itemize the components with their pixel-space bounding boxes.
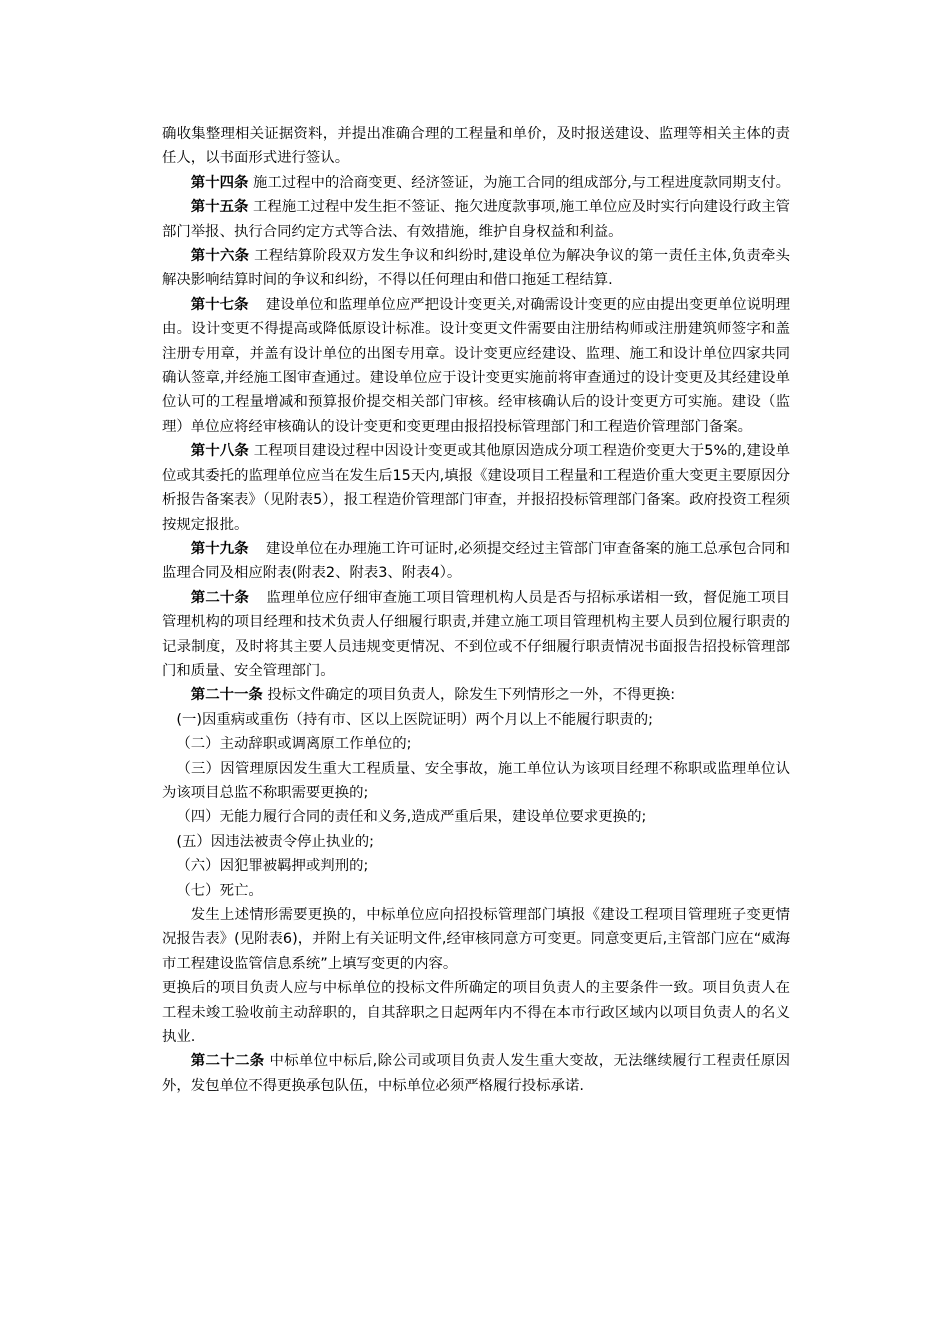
article-text: 工程结算阶段双方发生争议和纠纷时,建设单位为解决争议的第一责任主体,负责牵头解决影响结算时间的争议和纠纷，不得以任何理由和借口拖延工程结算. (162, 248, 790, 289)
article-22 (162, 1049, 790, 1098)
article-15 (162, 195, 790, 244)
article-label: 第十五条 (190, 199, 249, 216)
article-text: 中标单位中标后,除公司或项目负责人发生重大变故，无法继续履行工程责任原因外，发包单位不得更换承包队伍，中标单位必须严格履行投标承诺. (162, 1053, 791, 1094)
article-label: 第十九条 (190, 540, 249, 557)
article-21 (162, 683, 790, 707)
article-label: 第二十一条 (190, 687, 263, 704)
article-14 (162, 171, 790, 195)
article-label: 第二十二条 (190, 1053, 265, 1070)
article-text: 投标文件确定的项目负责人，除发生下列情形之一外，不得更换: (267, 687, 676, 704)
paragraph-replacement-conditions: 更换后的项目负责人应与中标单位的投标文件所确定的项目负责人的主要条件一致。项目负责人在工程未竣工验收前主动辞职的，自其辞职之日起两年内不得在本市行政区域内以项目负责人的名义执业. (162, 980, 790, 1046)
article-17 (162, 293, 790, 439)
article-18 (162, 439, 790, 537)
article-19 (162, 537, 790, 586)
article-text: 建设单位在办理施工许可证时,必须提交经过主管部门审查备案的施工总承包合同和监理合同及相应附表(附表2、附表3、附表4）。 (162, 540, 790, 582)
article-20 (162, 586, 790, 684)
article-text: 工程施工过程中发生拒不签证、拖欠进度款事项,施工单位应及时实行向建设行政主管部门举报、执行合同约定方式等合法、有效措施，维护自身权益和利益。 (162, 199, 790, 240)
paragraph-replacement-procedure: 发生上述情形需要更换的，中标单位应向招投标管理部门填报《建设工程项目管理班子变更情况报告表》(见附表6)，并附上有关证明文件,经审核同意方可变更。同意变更后,主管部门应在“威海市工程建设监管信息系统”上填写变更的内容。 (162, 907, 790, 972)
article-text: 工程项目建设过程中因设计变更或其他原因造成分项工程造价变更大于5%的,建设单位或其委托的监理单位应当在发生后15天内,填报《建设项目工程量和工程造价重大变更主要原因分析报告备案表》（见附表5），报工程造价管理部门审查，并报招投标管理部门备案。政府投资工程须按规定报批。 (162, 443, 790, 533)
article-label: 第十八条 (190, 443, 249, 460)
article-label: 第十七条 (190, 296, 249, 313)
article-label: 第十四条 (190, 174, 249, 191)
document-body (162, 122, 790, 1098)
list-item: （三）因管理原因发生重大工程质量、安全事故，施工单位认为该项目经理不称职或监理单位认为该项目总监不称职需要更换的; (162, 760, 790, 801)
list-item: (一)因重病或重伤（持有市、区以上医院证明）两个月以上不能履行职责的; (176, 711, 653, 728)
list-item: （七）死亡。 (176, 882, 263, 899)
article-16 (162, 244, 790, 293)
list-item: (五）因违法被责令停止执业的; (176, 833, 374, 850)
list-item: （二）主动辞职或调离原工作单位的; (176, 736, 412, 753)
list-item: （六）因犯罪被羁押或判刑的; (176, 858, 369, 875)
paragraph-continued: 确收集整理相关证据资料，并提出准确合理的工程量和单价，及时报送建设、监理等相关主体的责任人，以书面形式进行签认。 (162, 126, 790, 167)
article-label: 第十六条 (190, 248, 250, 265)
article-text: 施工过程中的洽商变更、经济签证，为施工合同的组成部分,与工程进度款同期支付。 (252, 174, 790, 191)
article-label: 第二十条 (190, 589, 249, 606)
article-text: 建设单位和监理单位应严把设计变更关,对确需设计变更的应由提出变更单位说明理由。设计变更不得提高或降低原设计标准。设计变更文件需要由注册结构师或注册建筑师签字和盖注册专用章，并盖有设计单位的出图专用章。设计变更应经建设、监理、施工和设计单位四家共同确认签章,并经施工图审查通过。建设单位应于设计变更实施前将审查通过的设计变更及其经建设单位认可的工程量增减和预算报价提交相关部门审核。经审核确认后的设计变更方可实施。建设（监理）单位应将经审核确认的设计变更和变更理由报招投标管理部门和工程造价管理部门备案。 (162, 296, 790, 435)
list-item: （四）无能力履行合同的责任和义务,造成严重后果，建设单位要求更换的; (176, 809, 647, 826)
article-text: 监理单位应仔细审查施工项目管理机构人员是否与招标承诺相一致，督促施工项目管理机构的项目经理和技术负责人仔细履行职责,并建立施工项目管理机构主要人员到位履行职责的记录制度，及时将其主要人员违规变更情况、不到位或不仔细履行职责情况书面报告招投标管理部门和质量、安全管理部门。 (162, 589, 790, 679)
